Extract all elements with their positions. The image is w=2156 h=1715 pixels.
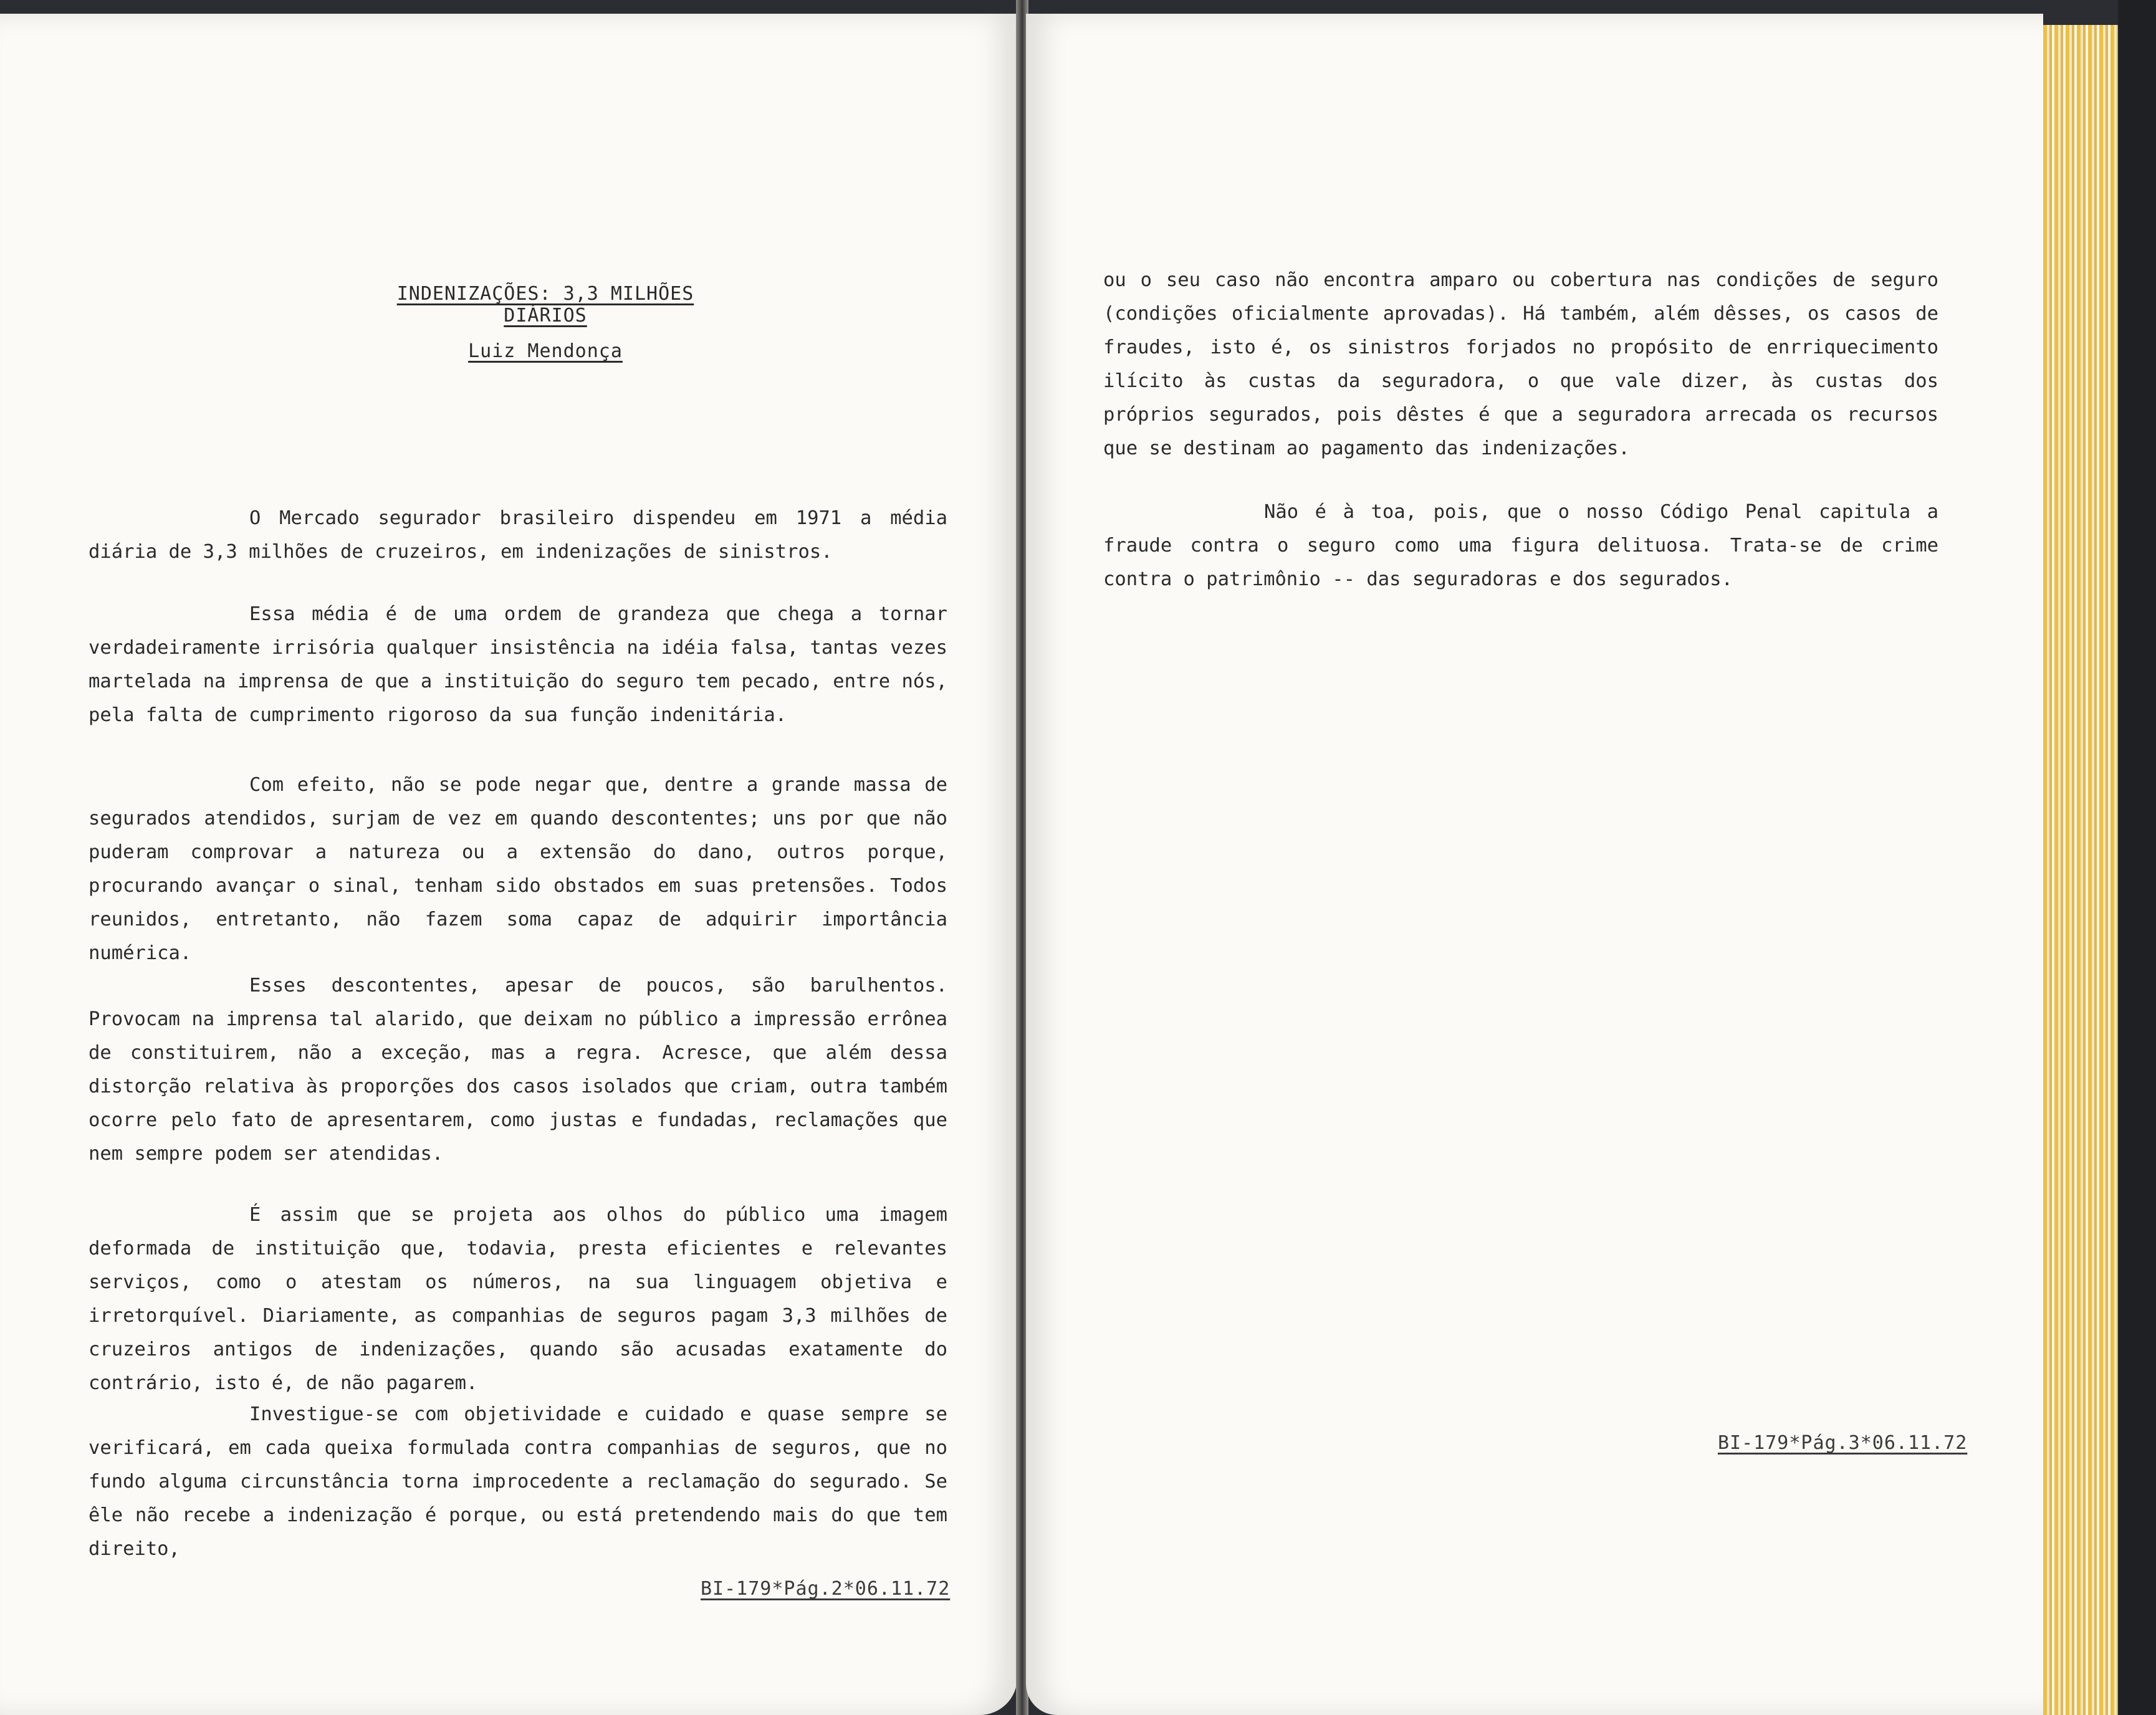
background-edge bbox=[2118, 0, 2156, 1715]
paragraph: É assim que se projeta aos olhos do público uma imagem deformada de instituição que, todavia, presta eficientes e relevantes serviços, como o atestam os números, na sua linguagem objetiva e irretorquível. Diariamente, as companhias de seguros pagam 3,3 milhões de cruzeiros antigos de indenizações, quando são acusadas exatamente do contrário, isto é, de não pagarem. bbox=[89, 1203, 947, 1394]
article-title: INDENIZAÇÕES: 3,3 MILHÕES DIÁRIOS bbox=[396, 283, 694, 327]
paragraph: Investigue-se com objetividade e cuidado e quase sempre se verificará, em cada queixa formulada contra companhias de seguros, que no fundo alguma circunstância torna improcedente a reclamação do segurado. Se êle não recebe a indenização é porque, ou está pretendendo mais do que tem direito, bbox=[89, 1403, 947, 1560]
paragraph: Essa média é de uma ordem de grandeza que chega a tornar verdadeiramente irrisória qualquer insistência na idéia falsa, tantas vezes martelada na imprensa de que a instituição do seguro tem pecado, entre nós, pela falta de cumprimento rigoroso da sua função indenitária. bbox=[89, 603, 947, 726]
right-page bbox=[1026, 14, 2043, 1715]
left-page bbox=[0, 14, 1017, 1715]
paragraph: Não é à toa, pois, que o nosso Código Penal capitula a fraude contra o seguro como uma figura delituosa. Trata-se de crime contra o patrimônio -- das seguradoras e dos segurados. bbox=[1103, 500, 1938, 590]
paragraph: Esses descontentes, apesar de poucos, são barulhentos. Provocam na imprensa tal alarido, que deixam no público a impressão errônea de constituirem, não a exceção, mas a regra. Acresce, que além dessa distorção relativa às proporções dos casos isolados que criam, outra também ocorre pelo fato de apresentarem, como justas e fundadas, reclamações que nem sempre podem ser atendidas. bbox=[89, 974, 947, 1165]
paragraph: ou o seu caso não encontra amparo ou cobertura nas condições de seguro (condições oficialmente aprovadas). Há também, além dêsses, os casos de fraudes, isto é, os sinistros forjados no propósito de enrriquecimento ilícito às custas da seguradora, o que vale dizer, às custas dos próprios segurados, pois dêstes é que a seguradora arrecada os recursos que se destinam ao pagamento das indenizações. bbox=[1103, 269, 1938, 459]
paragraph: Com efeito, não se pode negar que, dentre a grande massa de segurados atendidos, surjam de vez em quando descontentes; uns por que não puderam comprovar a natureza ou a extensão do dano, outros porque, procurando avançar o sinal, tenham sido obstados em suas pretensões. Todos reunidos, entretanto, não fazem soma capaz de adquirir importância numérica. bbox=[89, 773, 947, 964]
paragraph: O Mercado segurador brasileiro dispendeu em 1971 a média diária de 3,3 milhões de cruzeiros, em indenizações de sinistros. bbox=[89, 507, 947, 563]
page-edges bbox=[2043, 25, 2118, 1715]
article-header bbox=[355, 283, 735, 376]
page-footer: BI-179*Pág.2*06.11.72 bbox=[701, 1578, 951, 1600]
article-author: Luiz Mendonça bbox=[468, 340, 623, 362]
page-footer: BI-179*Pág.3*06.11.72 bbox=[1718, 1432, 1968, 1454]
